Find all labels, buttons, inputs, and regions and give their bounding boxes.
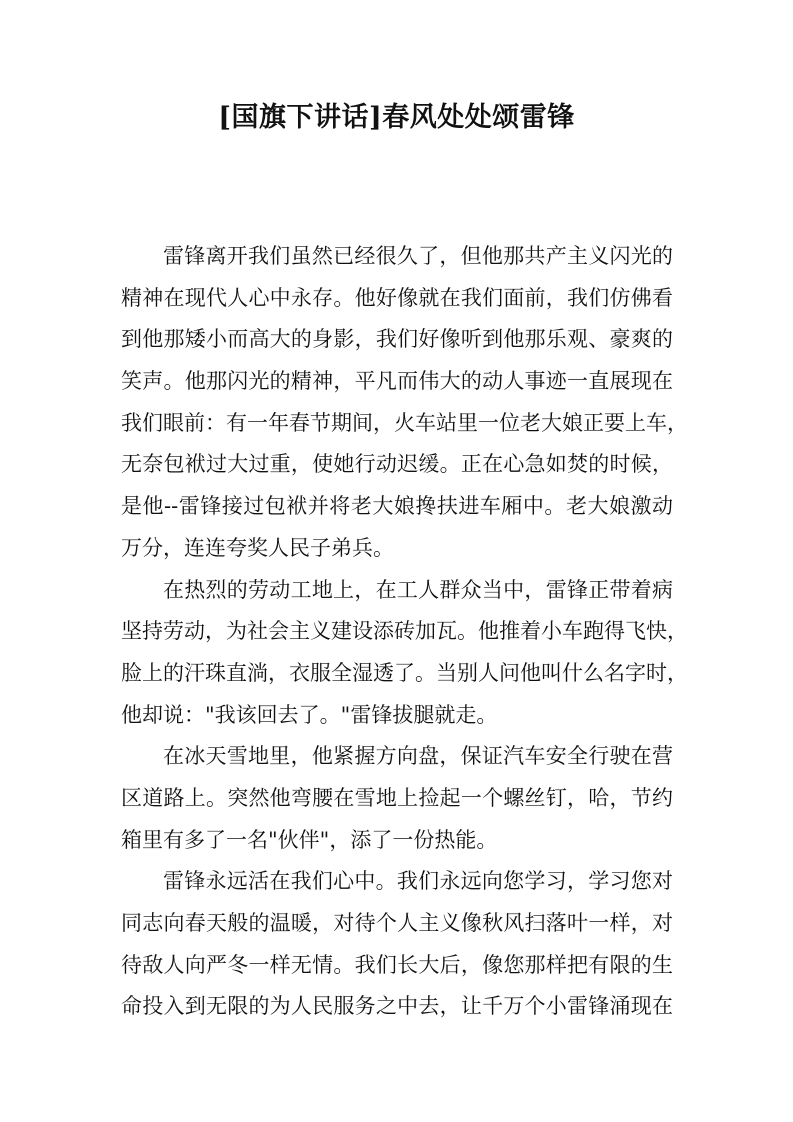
paragraph xyxy=(121,570,688,737)
text-line: 雷锋永远活在我们心中。我们永远向您学习，学习您对 xyxy=(163,869,673,894)
text-line: 命投入到无限的为人民服务之中去，让千万个小雷锋涌现在 xyxy=(121,994,673,1019)
text-line: 他却说："我该回去了。"雷锋拔腿就走。 xyxy=(121,702,498,727)
paragraph xyxy=(121,861,681,1028)
text-line: 精神在现代人心中永存。他好像就在我们面前，我们仿佛看 xyxy=(121,285,673,310)
document-title: [国旗下讲话]春风处处颂雷锋 xyxy=(218,102,575,133)
text-line: 无奈包袱过大过重，使她行动迟缓。正在心急如焚的时候， xyxy=(121,452,673,477)
text-line: 同志向春天般的温暖，对待个人主义像秋风扫落叶一样，对 xyxy=(121,911,673,935)
paragraph xyxy=(121,736,681,861)
text-line: 雷锋离开我们虽然已经很久了，但他那共产主义闪光的 xyxy=(163,244,673,268)
text-line: 万分，连连夸奖人民子弟兵。 xyxy=(121,535,394,560)
text-line: 脸上的汗珠直淌，衣服全湿透了。当别人问他叫什么名字时， xyxy=(121,660,688,685)
text-line: 箱里有多了一名"伙伴"，添了一份热能。 xyxy=(121,827,498,852)
text-line: 坚持劳动，为社会主义建设添砖加瓦。他推着小车跑得飞快， xyxy=(121,619,688,644)
text-line: 待敌人向严冬一样无情。我们长大后，像您那样把有限的生 xyxy=(121,952,673,977)
text-line: 在冰天雪地里，他紧握方向盘，保证汽车安全行驶在营 xyxy=(163,744,673,769)
text-line: 到他那矮小而高大的身影，我们好像听到他那乐观、豪爽的 xyxy=(121,327,673,352)
paragraph xyxy=(121,236,688,570)
text-line: 我们眼前：有一年春节期间，火车站里一位老大娘正要上车， xyxy=(121,410,688,435)
text-line: 在热烈的劳动工地上，在工人群众当中，雷锋正带着病 xyxy=(163,577,673,602)
text-line: 区道路上。突然他弯腰在雪地上捡起一个螺丝钉，哈，节约 xyxy=(121,785,673,810)
text-line: 是他--雷锋接过包袱并将老大娘搀扶进车厢中。老大娘激动 xyxy=(121,494,673,519)
text-line: 笑声。他那闪光的精神，平凡而伟大的动人事迹一直展现在 xyxy=(121,369,673,394)
document-body xyxy=(121,236,688,1028)
